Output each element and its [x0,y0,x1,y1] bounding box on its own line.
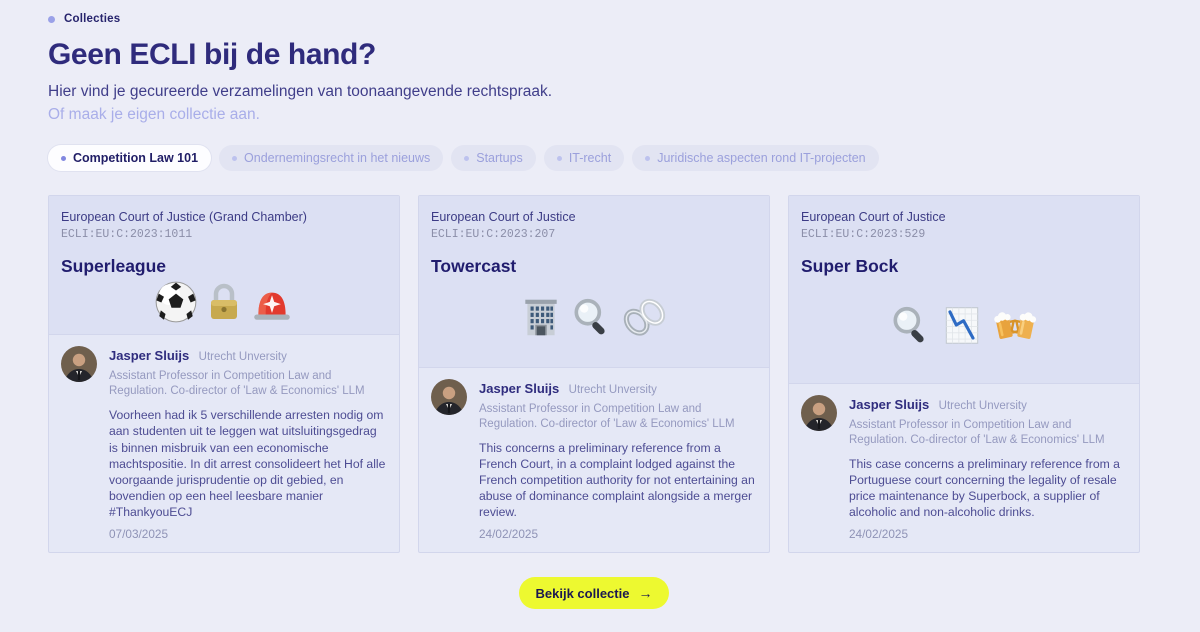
author-info [849,395,1127,448]
case-title: Towercast [431,256,517,276]
tab-ondernemingsrecht[interactable] [219,145,443,171]
author-name: Jasper Sluijs [849,396,930,412]
case-date: 24/02/2025 [479,527,539,541]
tab-dot-icon [61,156,66,161]
view-collection-button[interactable] [519,577,670,609]
tab-label: IT-recht [568,151,612,165]
padlock-icon [204,279,244,325]
avatar [801,395,837,431]
tab-dot-icon [557,156,562,161]
case-date: 07/03/2025 [109,527,169,541]
create-collection-link[interactable]: Of maak je eigen collectie aan. [48,106,260,123]
collection-tabs [48,145,1140,171]
tab-juridische-aspecten-it[interactable] [632,145,878,171]
ecli-code: ECLI:EU:C:2023:529 [801,228,926,241]
page-subtitle: Hier vind je gecureerde verzamelingen van toonaangevende rechtspraak. [48,83,553,100]
breadcrumb [48,13,1140,25]
case-description: This case concerns a preliminary reference from a Portuguese court concerning the legality of resale price maintenance by Superbock, a supplier of alcoholic and non-alcoholic drinks. [849,456,1120,519]
court-name: European Court of Justice [801,210,946,224]
case-description: Voorheen had ik 5 verschillende arresten nodig om aan studenten uit te leggen wat uitsluitingsgedrag is binnen misbruik van een economische machtspositie. In dit arrest consolideert het Hof alle voorgaande jurisprudentie op dit gebied, en bovendien op een heel leesbare manier #ThankyouECJ [109,408,386,519]
card-bottom [49,335,399,552]
magnifying-glass-icon [569,295,615,341]
card-bottom [419,368,769,552]
case-emoji-row [431,277,757,359]
tab-dot-icon [645,156,650,161]
avatar [431,379,467,415]
author-affiliation: Utrecht Unversity [938,399,1027,412]
author-name: Jasper Sluijs [109,348,190,364]
tab-label: Juridische aspecten rond IT-projecten [657,151,866,165]
tab-startups[interactable] [451,145,536,171]
card-top [49,196,399,335]
case-card-towercast[interactable] [418,195,770,553]
ecli-code: ECLI:EU:C:2023:1011 [61,228,193,241]
tab-dot-icon [232,156,237,161]
collecties-dot-icon [48,16,55,23]
office-building-icon [518,295,564,341]
tab-label: Competition Law 101 [73,151,199,165]
tab-label: Startups [476,151,523,165]
tab-dot-icon [464,156,469,161]
case-card-list [48,195,1140,553]
case-date: 24/02/2025 [849,527,909,541]
case-emoji-row [61,277,387,326]
author-bio: Assistant Professor in Competition Law and Regulation. Co-director of 'Law & Economics' LLM [109,370,365,398]
eyebrow-label: Collecties [64,13,121,25]
footer [48,577,1140,609]
beer-mugs-icon [990,303,1040,349]
tab-label: Ondernemingsrecht in het nieuws [244,151,431,165]
author-info [479,379,757,432]
author-affiliation: Utrecht Unversity [568,383,657,396]
case-title: Super Bock [801,256,899,276]
author-bio: Assistant Professor in Competition Law and Regulation. Co-director of 'Law & Economics' LLM [479,402,735,430]
case-emoji-row [801,277,1127,375]
page-header [48,13,1140,124]
avatar [61,346,97,382]
tab-it-recht[interactable] [544,145,624,171]
case-card-superleague[interactable] [48,195,400,553]
case-card-super-bock[interactable] [788,195,1140,553]
author-bio: Assistant Professor in Competition Law and Regulation. Co-director of 'Law & Economics' LLM [849,418,1105,446]
court-name: European Court of Justice [431,210,576,224]
arrow-right-icon: → [638,585,653,601]
chart-decreasing-icon [939,303,985,349]
case-description: This concerns a preliminary reference from a French Court, in a complaint lodged against the French competition authority for not entertaining an abuse of dominance complaint alongside a merger review. [479,440,755,519]
court-name: European Court of Justice (Grand Chamber) [61,210,307,224]
card-top [789,196,1139,384]
magnifying-glass-icon [888,303,934,349]
card-bottom [789,384,1139,552]
view-collection-label: Bekijk collectie [535,585,630,601]
police-light-icon [249,279,295,325]
soccer-ball-icon [153,279,199,325]
link-chain-icon [620,295,670,341]
author-name: Jasper Sluijs [479,380,560,396]
author-affiliation: Utrecht Unversity [198,351,287,364]
author-info [109,346,387,399]
tab-competition-law-101[interactable] [48,145,211,171]
ecli-code: ECLI:EU:C:2023:207 [431,228,556,241]
card-top [419,196,769,368]
page-title: Geen ECLI bij de hand? [48,38,376,71]
case-title: Superleague [61,256,167,276]
